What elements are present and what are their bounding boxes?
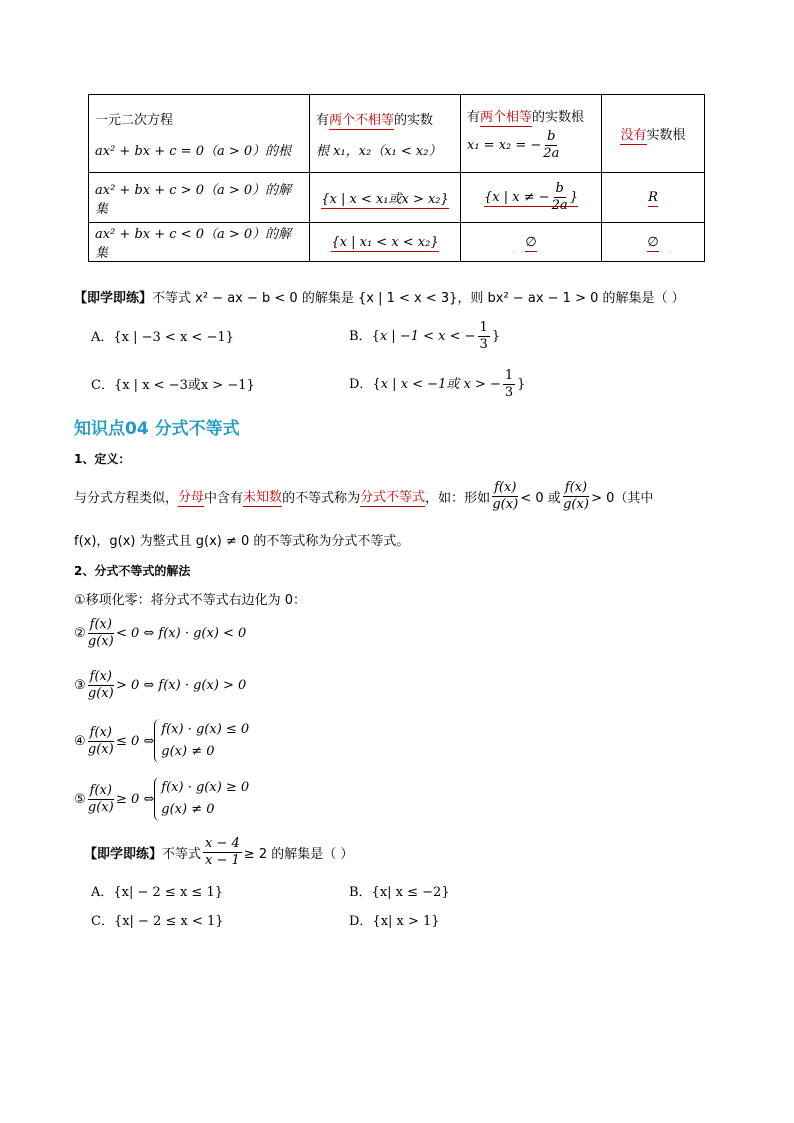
step-relation: > 0 ⇔ f(x) · g(x) > 0 bbox=[115, 678, 247, 693]
definition-text: < 0 或 bbox=[520, 491, 561, 506]
quadratic-table bbox=[88, 94, 705, 262]
table-cell: ax² + bx + c > 0（a > 0）的解集 bbox=[89, 173, 310, 223]
table-text: 实数根 bbox=[646, 128, 686, 143]
step-marker: ④ bbox=[74, 733, 86, 749]
fraction-numerator: x − 4 bbox=[205, 836, 240, 851]
step-relation: ≤ 0 ⇔ bbox=[115, 733, 155, 749]
table-text: 没有 bbox=[620, 128, 647, 143]
fraction-denominator: 2a bbox=[551, 198, 568, 213]
condition-brace bbox=[154, 719, 249, 763]
exercise-text: 不等式 x² − ax − b < 0 的解集是 {x | 1 < x < 3}，则 bx² − ax − 1 > 0 的解集是（ ） bbox=[152, 291, 685, 306]
definition-text: > 0（其中 bbox=[591, 491, 654, 506]
condition-line: f(x) · g(x) ≥ 0 bbox=[161, 780, 250, 795]
step-marker: ② bbox=[74, 626, 86, 641]
option-d: D．{x | x < −1或 x > − $\frac{1}{3}$ } bbox=[349, 368, 526, 400]
definition-keyword: 分式不等式 bbox=[360, 486, 425, 507]
fraction-numerator: b bbox=[555, 181, 564, 196]
table-cell bbox=[461, 223, 602, 262]
fraction-denominator: x − 1 bbox=[205, 853, 240, 868]
table-text: {x | x ≠ − bbox=[484, 190, 550, 205]
option-c: C．{x| − 2 ≤ x < 1} bbox=[91, 914, 224, 929]
table-cell bbox=[89, 95, 310, 173]
table-text: 的实数 bbox=[394, 112, 434, 128]
fraction-denominator: 3 bbox=[504, 385, 514, 400]
table-text: 根 x₁，x₂（x₁ < x₂） bbox=[316, 143, 442, 159]
table-text: 一元二次方程 bbox=[95, 112, 174, 128]
condition-brace bbox=[154, 777, 249, 821]
table-cell bbox=[461, 173, 602, 223]
definition-text: 的不等式称为 bbox=[282, 491, 361, 506]
table-text: 两个相等 bbox=[480, 109, 533, 125]
table-text: {x | x₁ < x < x₂} bbox=[331, 234, 439, 250]
fraction-numerator: f(x) bbox=[89, 724, 112, 740]
table-text: 有 bbox=[316, 112, 330, 128]
table-cell bbox=[461, 95, 602, 173]
table-cell bbox=[602, 95, 705, 173]
exercise-text: 不等式 bbox=[162, 847, 202, 862]
table-text: ∅ bbox=[525, 234, 537, 250]
option-a: A．{x| − 2 ≤ x ≤ 1} bbox=[91, 885, 223, 900]
option-d: D．{x| x > 1} bbox=[349, 914, 440, 929]
condition-line: f(x) · g(x) ≤ 0 bbox=[161, 722, 250, 737]
option-b: B．{x| x ≤ −2} bbox=[349, 885, 450, 900]
fraction-numerator: f(x) bbox=[564, 480, 588, 495]
definition-text: 与分式方程类似， bbox=[74, 491, 179, 506]
table-text: {x | x < x₁或x > x₂} bbox=[321, 192, 449, 207]
fraction-numerator: f(x) bbox=[89, 617, 112, 632]
definition-text: 中含有 bbox=[204, 491, 244, 506]
table-text: R bbox=[648, 190, 658, 205]
method-step-4 bbox=[74, 719, 249, 763]
fraction-numerator: 1 bbox=[479, 320, 488, 335]
option-text: x | −1 < x < − bbox=[379, 329, 476, 344]
definition-keyword: 未知数 bbox=[243, 486, 282, 507]
exercise-tag: 【即学即练】 bbox=[84, 847, 163, 862]
table-cell bbox=[310, 173, 461, 223]
exercise-tag: 【即学即练】 bbox=[74, 291, 153, 306]
method-step-1: ①移项化零：将分式不等式右边化为 0： bbox=[74, 593, 307, 608]
subheading-method: 2、分式不等式的解法 bbox=[74, 564, 191, 578]
table-text: ∅ bbox=[647, 234, 659, 250]
option-label: B． bbox=[349, 329, 372, 344]
step-relation: < 0 ⇔ f(x) · g(x) < 0 bbox=[115, 626, 247, 641]
fraction-numerator: f(x) bbox=[89, 782, 112, 798]
exercise-2-stem bbox=[84, 836, 353, 869]
section-title: 知识点04 分式不等式 bbox=[74, 419, 240, 439]
definition-line-2: f(x)，g(x) 为整式且 g(x) ≠ 0 的不等式称为分式不等式。 bbox=[74, 534, 410, 549]
step-marker: ③ bbox=[74, 678, 86, 693]
fraction-denominator: g(x) bbox=[87, 634, 114, 649]
table-text: 的实数根 bbox=[532, 109, 585, 125]
fraction-denominator: g(x) bbox=[492, 497, 519, 512]
exercise-text: ≥ 2 的解集是（ ） bbox=[243, 847, 354, 862]
condition-line: g(x) ≠ 0 bbox=[161, 744, 215, 759]
method-step-3 bbox=[74, 669, 246, 702]
table-cell: ax² + bx + c < 0（a > 0）的解集 bbox=[89, 223, 310, 262]
fraction-denominator: g(x) bbox=[563, 497, 589, 512]
fraction-numerator: f(x) bbox=[89, 669, 112, 684]
option-text: x | x < −1或 x > − bbox=[380, 377, 501, 392]
fraction-denominator: g(x) bbox=[87, 741, 114, 757]
table-text: 两个不相等 bbox=[329, 112, 395, 128]
option-a: A．{x | −3 < x < −1} bbox=[91, 330, 234, 345]
step-relation: ≥ 0 ⇔ bbox=[115, 791, 155, 807]
table-cell bbox=[602, 223, 705, 262]
table-text: } bbox=[569, 190, 578, 205]
definition-text: ，如：形如 bbox=[425, 491, 491, 506]
table-text: x₁ = x₂ = − bbox=[467, 137, 542, 153]
table-cell bbox=[310, 223, 461, 262]
fraction-denominator: g(x) bbox=[87, 686, 114, 701]
table-text: ax² + bx + c = 0（a > 0）的根 bbox=[95, 143, 292, 159]
definition-keyword: 分母 bbox=[178, 486, 204, 507]
exercise-1-stem bbox=[74, 287, 685, 306]
step-marker: ⑤ bbox=[74, 791, 86, 807]
option-b: B．{x | −1 < x < − $\frac{1}{3}$ } bbox=[349, 320, 501, 352]
method-step-5 bbox=[74, 777, 249, 821]
table-cell bbox=[602, 173, 705, 223]
fraction-denominator: 3 bbox=[479, 337, 488, 352]
fraction-numerator: b bbox=[547, 128, 556, 144]
table-cell bbox=[310, 95, 461, 173]
condition-line: g(x) ≠ 0 bbox=[161, 802, 215, 817]
method-step-2 bbox=[74, 617, 246, 650]
fraction-denominator: 2a bbox=[543, 145, 560, 161]
fraction-denominator: g(x) bbox=[87, 799, 114, 815]
subheading-definition: 1、定义： bbox=[74, 452, 131, 466]
fraction-numerator: 1 bbox=[504, 368, 514, 383]
definition-line-1 bbox=[74, 480, 653, 513]
option-label: D． bbox=[349, 377, 373, 392]
fraction-numerator: f(x) bbox=[494, 480, 517, 495]
option-c: C．{x | x < −3或x > −1} bbox=[91, 378, 255, 393]
table-text: 有 bbox=[467, 109, 481, 125]
